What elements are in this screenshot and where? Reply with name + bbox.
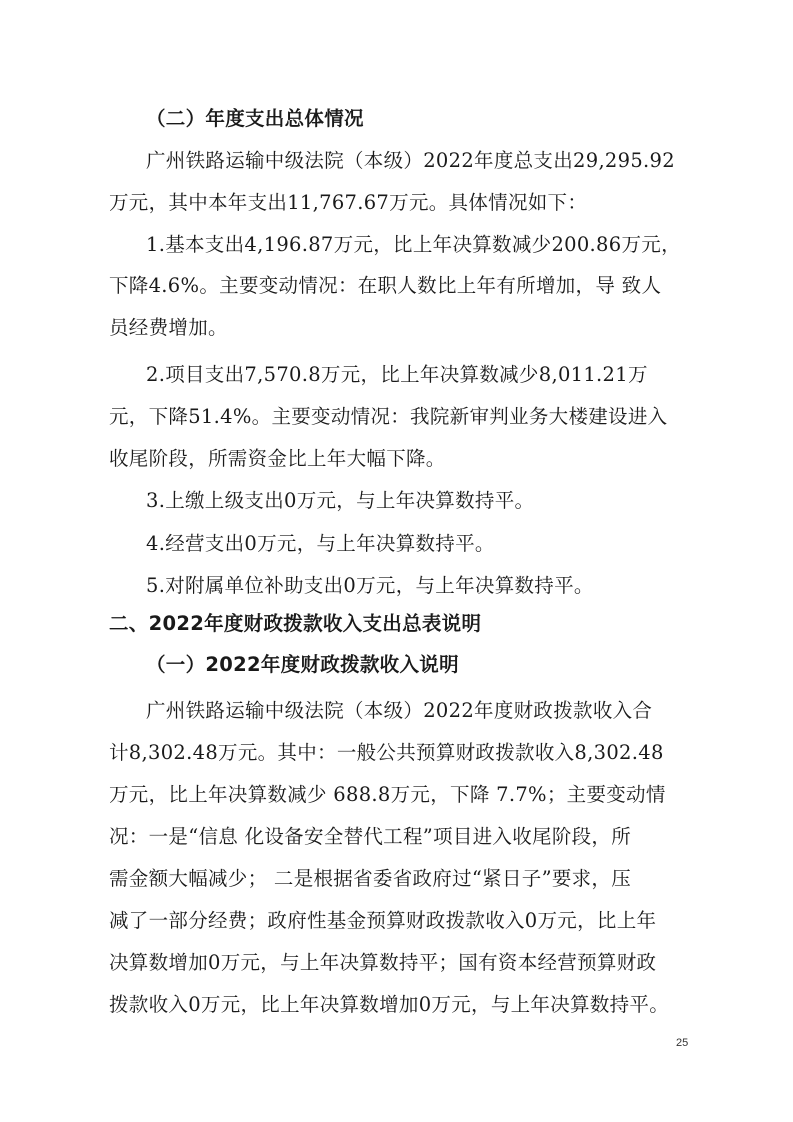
paragraph-line: 需金额大幅减少； 二是根据省委省政府过“紧日子”要求，压: [109, 867, 632, 890]
paragraph-line: 万元，其中本年支出11,767.67万元。具体情况如下：: [109, 191, 588, 214]
heading-expenditure: （二）年度支出总体情况: [146, 107, 364, 130]
paragraph-line: 拨款收入0万元，比上年决算数增加0万元，与上年决算数持平。: [109, 993, 670, 1016]
paragraph-line: 广州铁路运输中级法院（本级）2022年度财政拨款收入合: [146, 699, 653, 722]
paragraph-line: 1.基本支出4,196.87万元，比上年决算数减少200.86万元，: [146, 233, 681, 256]
paragraph-line: 4.经营支出0万元，与上年决算数持平。: [146, 532, 495, 555]
paragraph-line: 决算数增加0万元，与上年决算数持平；国有资本经营预算财政: [109, 951, 657, 974]
paragraph-line: 下降4.6%。主要变动情况：在职人数比上年有所增加，导 致人: [109, 274, 662, 297]
paragraph-line: 2.项目支出7,570.8万元，比上年决算数减少8,011.21万: [146, 363, 648, 386]
heading-income: （一）2022年度财政拨款收入说明: [146, 653, 459, 676]
heading-section-2: 二、2022年度财政拨款收入支出总表说明: [109, 612, 482, 635]
paragraph-line: 况：一是“信息 化设备安全替代工程”项目进入收尾阶段，所: [109, 825, 632, 848]
paragraph-line: 万元，比上年决算数减少 688.8万元，下降 7.7%；主要变动情: [109, 783, 666, 806]
paragraph-line: 5.对附属单位补助支出0万元，与上年决算数持平。: [146, 574, 594, 597]
paragraph-line: 广州铁路运输中级法院（本级）2022年度总支出29,295.92: [146, 149, 675, 172]
paragraph-line: 减了一部分经费；政府性基金预算财政拨款收入0万元，比上年: [109, 909, 657, 932]
paragraph-line: 3.上缴上级支出0万元，与上年决算数持平。: [146, 489, 535, 512]
paragraph-line: 计8,302.48万元。其中：一般公共预算财政拨款收入8,302.48: [109, 741, 664, 764]
paragraph-line: 元，下降51.4%。主要变动情况：我院新审判业务大楼建设进入: [109, 405, 668, 428]
paragraph-line: 员经费增加。: [109, 316, 228, 339]
paragraph-line: 收尾阶段，所需资金比上年大幅下降。: [109, 447, 446, 470]
page-number: 25: [676, 1037, 689, 1049]
